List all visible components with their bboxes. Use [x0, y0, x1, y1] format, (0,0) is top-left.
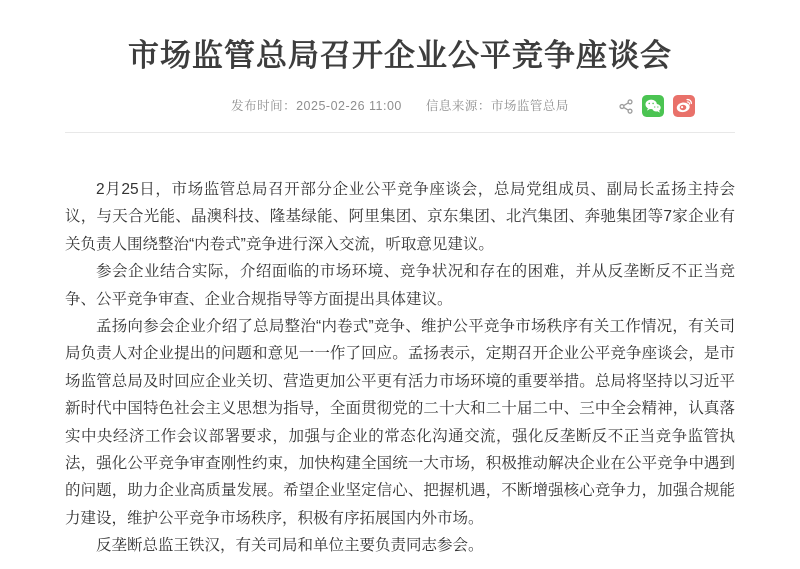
- share-nodes-icon[interactable]: [619, 99, 633, 114]
- paragraph-3: 孟扬向参会企业介绍了总局整治“内卷式”竞争、维护公平竞争市场秩序有关工作情况，有关司局负责人对企业提出的问题和意见一一作了回应。孟扬表示，定期召开企业公平竞争座谈会，是市场监管总局及时回应企业关切、营造更加公平更有活力市场环境的重要举措。总局将坚持以习近平新时代中国特色社会主义思想为指导，全面贯彻党的二十大和二十届二中、三中全会精神，认真落实中央经济工作会议部署要求，加强与企业的常态化沟通交流，强化反垄断反不正当竞争监管执法，强化公平竞争审查刚性约束，加快构建全国统一大市场，积极推动解决企业在公平竞争中遇到的问题，助力企业高质量发展。希望企业坚定信心、把握机遇，不断增强核心竞争力，加强合规能力建设，维护公平竞争市场秩序，积极有序拓展国内外市场。: [65, 318, 735, 527]
- paragraph-1: 2月25日，市场监管总局召开部分企业公平竞争座谈会，总局党组成员、副局长孟扬主持会议，与天合光能、晶澳科技、隆基绿能、阿里集团、京东集团、北汽集团、奔驰集团等7家企业有关负责人围绕整治“内卷式”竞争进行深入交流，听取意见建议。: [65, 181, 735, 253]
- source-value: 市场监管总局: [490, 99, 569, 113]
- source-label: 信息来源：: [425, 99, 491, 113]
- publish-time-value: 2025-02-26 11:00: [296, 99, 402, 113]
- paragraph-4: 反垄断总监王铁汉，有关司局和单位主要负责同志参会。: [96, 537, 484, 555]
- article-body: [65, 133, 735, 560]
- paragraph-2: 参会企业结合实际，介绍面临的市场环境、竞争状况和存在的困难，并从反垄断反不正当竞争、公平竞争审查、企业合规指导等方面提出具体建议。: [65, 263, 735, 308]
- share-toolbar: [619, 94, 695, 118]
- weibo-share-icon[interactable]: [673, 95, 695, 117]
- wechat-share-icon[interactable]: [642, 95, 664, 117]
- page-title: 市场监管总局召开企业公平竞争座谈会: [128, 38, 672, 73]
- publish-time-label: 发布时间：: [231, 99, 297, 113]
- meta-bar: [65, 94, 735, 118]
